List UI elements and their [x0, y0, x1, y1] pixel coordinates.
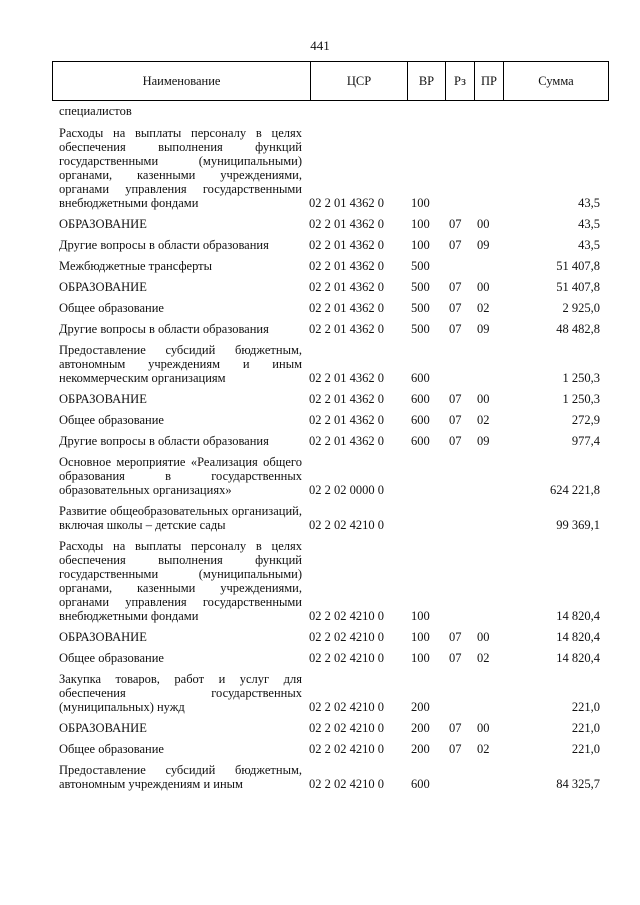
header-name: Наименование [53, 62, 311, 100]
row-vr: 100 [411, 217, 430, 231]
row-vr: 200 [411, 700, 430, 714]
table-row [52, 126, 612, 210]
table-row [52, 455, 612, 497]
table-row [52, 104, 612, 118]
row-pr: 00 [477, 392, 490, 406]
row-sum: 1 250,3 [562, 392, 600, 406]
header-rz: Рз [446, 62, 475, 100]
row-sum: 43,5 [578, 196, 600, 210]
row-name: Основное мероприятие «Реализация общего образования в государственных образовательных организациях» [59, 455, 302, 497]
header-sum: Сумма [538, 73, 574, 88]
row-vr: 500 [411, 322, 430, 336]
row-csr: 02 2 02 4210 0 [309, 721, 384, 735]
row-sum: 2 925,0 [562, 301, 600, 315]
row-sum: 43,5 [578, 217, 600, 231]
table-body [52, 104, 612, 798]
row-pr: 02 [477, 301, 490, 315]
row-pr: 09 [477, 238, 490, 252]
row-vr: 100 [411, 651, 430, 665]
row-csr: 02 2 01 4362 0 [309, 238, 384, 252]
row-rz: 07 [449, 238, 462, 252]
row-csr: 02 2 02 0000 0 [309, 483, 384, 497]
row-name: Закупка товаров, работ и услуг для обеспечения государственных (муниципальных) нужд [59, 672, 302, 714]
row-pr: 00 [477, 217, 490, 231]
row-csr: 02 2 02 4210 0 [309, 742, 384, 756]
row-pr: 00 [477, 630, 490, 644]
row-name: Общее образование [59, 413, 164, 427]
table-row [52, 322, 612, 336]
row-csr: 02 2 01 4362 0 [309, 413, 384, 427]
row-sum: 43,5 [578, 238, 600, 252]
row-csr: 02 2 01 4362 0 [309, 392, 384, 406]
row-name: Расходы на выплаты персоналу в целях обеспечения выполнения функций государственными (муниципальными) органами, казенными учреждениями, органами управления государственными внебюджетными фондами [59, 126, 302, 210]
header-csr: ЦСР [311, 62, 408, 100]
row-vr: 500 [411, 280, 430, 294]
row-rz: 07 [449, 322, 462, 336]
row-sum: 14 820,4 [556, 630, 600, 644]
row-rz: 07 [449, 413, 462, 427]
row-rz: 07 [449, 280, 462, 294]
row-pr: 09 [477, 322, 490, 336]
table-row [52, 392, 612, 406]
row-sum: 84 325,7 [556, 777, 600, 791]
row-sum: 14 820,4 [556, 651, 600, 665]
row-name: ОБРАЗОВАНИЕ [59, 392, 147, 406]
row-rz: 07 [449, 742, 462, 756]
table-row [52, 651, 612, 665]
row-sum: 51 407,8 [556, 280, 600, 294]
table-row [52, 742, 612, 756]
row-name: специалистов [59, 104, 132, 118]
row-rz: 07 [449, 651, 462, 665]
table-row [52, 238, 612, 252]
row-pr: 02 [477, 651, 490, 665]
table-header [52, 61, 609, 101]
table-row [52, 630, 612, 644]
row-rz: 07 [449, 721, 462, 735]
row-csr: 02 2 01 4362 0 [309, 301, 384, 315]
row-csr: 02 2 01 4362 0 [309, 280, 384, 294]
table-row [52, 280, 612, 294]
page-number: 441 [310, 38, 330, 53]
row-vr: 600 [411, 777, 430, 791]
row-sum: 977,4 [571, 434, 600, 448]
row-csr: 02 2 01 4362 0 [309, 217, 384, 231]
row-vr: 500 [411, 301, 430, 315]
row-rz: 07 [449, 392, 462, 406]
table-row [52, 301, 612, 315]
row-pr: 00 [477, 280, 490, 294]
row-name: Другие вопросы в области образования [59, 322, 269, 336]
row-rz: 07 [449, 434, 462, 448]
row-pr: 09 [477, 434, 490, 448]
row-vr: 100 [411, 630, 430, 644]
row-sum: 221,0 [571, 742, 600, 756]
table-row [52, 413, 612, 427]
row-sum: 14 820,4 [556, 609, 600, 623]
row-vr: 200 [411, 742, 430, 756]
row-sum: 221,0 [571, 721, 600, 735]
row-csr: 02 2 02 4210 0 [309, 777, 384, 791]
row-name: Предоставление субсидий бюджетным, автономным учреждениям и иным некоммерческим организациям [59, 343, 302, 385]
row-csr: 02 2 01 4362 0 [309, 434, 384, 448]
row-name: Другие вопросы в области образования [59, 238, 269, 252]
row-vr: 600 [411, 434, 430, 448]
table-row [52, 434, 612, 448]
row-csr: 02 2 02 4210 0 [309, 651, 384, 665]
row-csr: 02 2 02 4210 0 [309, 518, 384, 532]
row-name: Общее образование [59, 742, 164, 756]
row-sum: 272,9 [571, 413, 600, 427]
table-row [52, 343, 612, 385]
row-sum: 221,0 [571, 700, 600, 714]
table-row [52, 763, 612, 791]
row-name: Предоставление субсидий бюджетным, автономным учреждениям и иным [59, 763, 302, 791]
row-sum: 99 369,1 [556, 518, 600, 532]
row-csr: 02 2 01 4362 0 [309, 259, 384, 273]
row-csr: 02 2 02 4210 0 [309, 700, 384, 714]
row-name: Общее образование [59, 301, 164, 315]
row-sum: 48 482,8 [556, 322, 600, 336]
table-row [52, 721, 612, 735]
row-vr: 600 [411, 371, 430, 385]
row-rz: 07 [449, 301, 462, 315]
row-vr: 100 [411, 609, 430, 623]
row-pr: 02 [477, 413, 490, 427]
table-row [52, 539, 612, 623]
header-vr: ВР [408, 62, 446, 100]
row-vr: 500 [411, 259, 430, 273]
table-row [52, 504, 612, 532]
row-rz: 07 [449, 217, 462, 231]
row-name: Другие вопросы в области образования [59, 434, 269, 448]
table-row [52, 259, 612, 273]
row-vr: 100 [411, 196, 430, 210]
table-row [52, 217, 612, 231]
row-pr: 00 [477, 721, 490, 735]
row-name: Общее образование [59, 651, 164, 665]
row-csr: 02 2 02 4210 0 [309, 630, 384, 644]
row-name: ОБРАЗОВАНИЕ [59, 721, 147, 735]
row-name: Расходы на выплаты персоналу в целях обеспечения выполнения функций государственными (муниципальными) органами, казенными учреждениями, органами управления государственными внебюджетными фондами [59, 539, 302, 623]
header-pr: ПР [475, 62, 504, 100]
row-vr: 100 [411, 238, 430, 252]
row-sum: 624 221,8 [550, 483, 600, 497]
row-vr: 600 [411, 413, 430, 427]
row-rz: 07 [449, 630, 462, 644]
row-csr: 02 2 01 4362 0 [309, 371, 384, 385]
row-name: Развитие общеобразовательных организаций, включая школы – детские сады [59, 504, 302, 532]
row-vr: 600 [411, 392, 430, 406]
row-sum: 51 407,8 [556, 259, 600, 273]
row-csr: 02 2 01 4362 0 [309, 196, 384, 210]
row-name: Межбюджетные трансферты [59, 259, 213, 273]
row-name: ОБРАЗОВАНИЕ [59, 280, 147, 294]
table-row [52, 672, 612, 714]
row-sum: 1 250,3 [562, 371, 600, 385]
row-name: ОБРАЗОВАНИЕ [59, 630, 147, 644]
row-name: ОБРАЗОВАНИЕ [59, 217, 147, 231]
row-pr: 02 [477, 742, 490, 756]
row-csr: 02 2 01 4362 0 [309, 322, 384, 336]
row-vr: 200 [411, 721, 430, 735]
row-csr: 02 2 02 4210 0 [309, 609, 384, 623]
